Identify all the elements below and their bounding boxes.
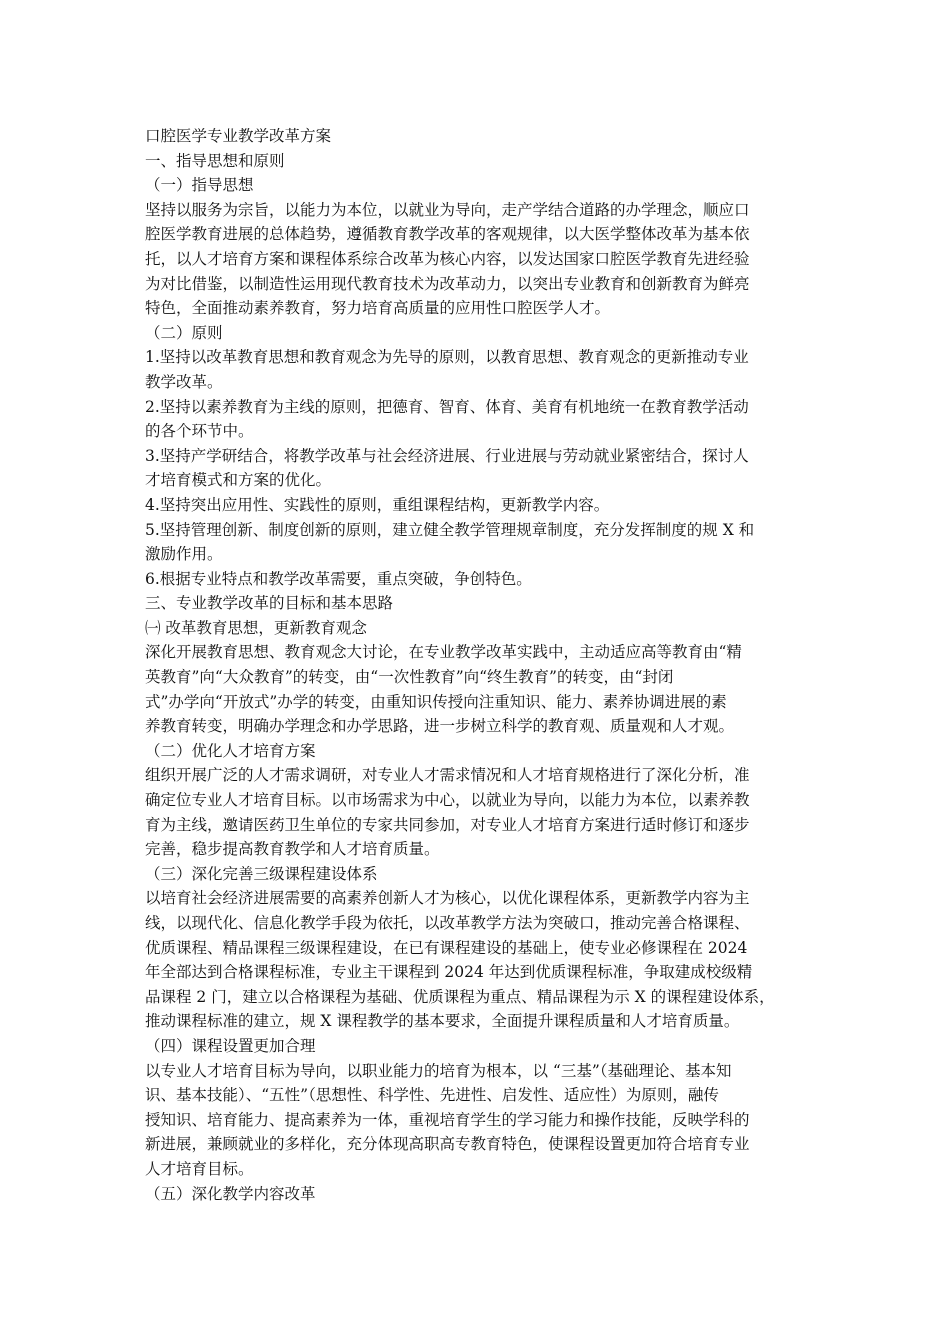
text-line: 授知识、培育能力、提高素养为一体，重视培育学生的学习能力和操作技能，反映学科的 [145,1110,750,1129]
text-line: 式”办学向“开放式”办学的转变，由重知识传授向注重知识、能力、素养协调进展的素 [145,692,727,711]
text-line: 以培育社会经济进展需要的高素养创新人才为核心，以优化课程体系，更新教学内容为主 [145,889,750,908]
text-line: 才培育模式和方案的优化。 [145,471,332,490]
text-line: 1.坚持以改革教育思想和教育观念为先导的原则，以教育思想、教育观念的更新推动专业 [145,348,749,367]
text-line: 口腔医学专业教学改革方案 [145,127,332,145]
text-line: 确定位专业人才培育目标。以市场需求为中心，以就业为导向，以能力为本位，以素养教 [145,791,750,810]
text-line: 年全部达到合格课程标准，专业主干课程到 2024 年达到优质课程标准，争取建成校级精 [145,963,753,982]
text-line: 英教育”向“大众教育”的转变，由“一次性教育”向“终生教育”的转变，由“封闭 [145,668,674,687]
text-line: 组织开展广泛的人才需求调研，对专业人才需求情况和人才培育规格进行了深化分析，准 [145,766,750,785]
document-body [145,124,815,1206]
text-line: 5.坚持管理创新、制度创新的原则，建立健全教学管理规章制度，充分发挥制度的规 X 和 [145,520,755,539]
text-line: （二）原则 [145,323,223,342]
text-line: 特色，全面推动素养教育，努力培育高质量的应用性口腔医学人才。 [145,299,611,318]
text-line: ㈠ 改革教育思想，更新教育观念 [145,618,367,637]
text-line: 识、基本技能）、“五性”（思想性、科学性、先进性、启发性、适应性）为原则，融传 [145,1086,719,1105]
text-line: 6.根据专业特点和教学改革需要，重点突破，争创特色。 [145,569,532,588]
text-line: 完善，稳步提高教育教学和人才培育质量。 [145,840,440,859]
text-line: 为对比借鉴，以制造性运用现代教育技术为改革动力，以突出专业教育和创新教育为鲜亮 [145,274,750,293]
text-line: 的各个环节中。 [145,422,254,441]
text-line: 人才培育目标。 [145,1159,254,1178]
text-line: 新进展，兼顾就业的多样化，充分体现高职高专教育特色，使课程设置更加符合培育专业 [145,1135,750,1154]
text-line: 3.坚持产学研结合，将教学改革与社会经济进展、行业进展与劳动就业紧密结合，探讨人 [145,446,749,465]
text-line: 优质课程、精品课程三级课程建设，在已有课程建设的基础上，使专业必修课程在 2024 [145,938,748,957]
text-line: 线，以现代化、信息化教学手段为依托，以改革教学方法为突破口，推动完善合格课程、 [145,914,750,932]
text-line: 深化开展教育思想、教育观念大讨论，在专业教学改革实践中，主动适应高等教育由“精 [145,643,742,662]
text-line: 养教育转变，明确办学理念和办学思路，进一步树立科学的教育观、质量观和人才观。 [145,717,735,736]
text-line: 一、指导思想和原则 [145,151,285,170]
text-line: 激励作用。 [145,545,223,564]
text-line: 育为主线，邀请医药卫生单位的专家共同参加，对专业人才培育方案进行适时修订和逐步 [145,815,750,834]
text-line: 以专业人才培育目标为导向，以职业能力的培育为根本，以 “三基”（基础理论、基本知 [145,1061,732,1080]
text-line: （二）优化人才培育方案 [145,741,316,760]
text-line: 三、专业教学改革的目标和基本思路 [145,594,394,613]
text-line: 品课程 2 门，建立以合格课程为基础、优质课程为重点、精品课程为示 X 的课程建设体系， [145,987,775,1006]
text-line: （五）深化教学内容改革 [145,1184,316,1203]
text-line: （一）指导思想 [145,176,254,195]
text-line: （四）课程设置更加合理 [145,1036,316,1055]
text-line: 教学改革。 [145,372,223,391]
text-line: 4.坚持突出应用性、实践性的原则，重组课程结构，更新教学内容。 [145,495,610,514]
text-line: 托，以人才培育方案和课程体系综合改革为核心内容，以发达国家口腔医学教育先进经验 [145,249,750,268]
text-line: 腔医学教育进展的总体趋势，遵循教育教学改革的客观规律，以大医学整体改革为基本依 [145,225,750,244]
text-line: 坚持以服务为宗旨，以能力为本位，以就业为导向，走产学结合道路的办学理念，顺应口 [145,200,750,219]
text-line: 2.坚持以素养教育为主线的原则，把德育、智育、体育、美育有机地统一在教育教学活动 [145,397,749,416]
text-line: （三）深化完善三级课程建设体系 [145,864,378,883]
text-line: 推动课程标准的建立，规 X 课程教学的基本要求，全面提升课程质量和人才培育质量。 [145,1012,740,1031]
